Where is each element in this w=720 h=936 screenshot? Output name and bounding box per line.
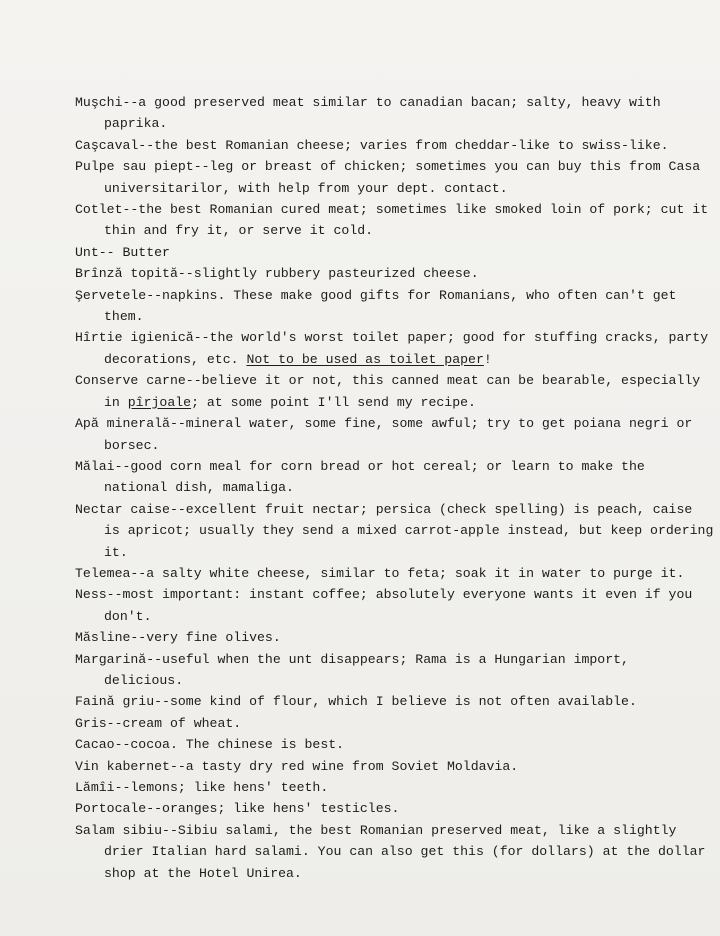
glossary-entry: Măsline--very fine olives.	[75, 630, 281, 646]
glossary-entry: Caşcaval--the best Romanian cheese; varies from cheddar-like to swiss-like.	[75, 137, 669, 153]
glossary-entry: Brînză topită--slightly rubbery pasteurized cheese.	[75, 266, 479, 282]
glossary-entry	[75, 370, 715, 413]
glossary-entry: Unt-- Butter	[75, 244, 170, 260]
entry-text: ; at some point I'll send my recipe.	[191, 394, 476, 410]
glossary-entry: Pulpe sau piept--leg or breast of chicken; sometimes you can buy this from Casa universitarilor, with help from your dept. contact.	[75, 159, 701, 196]
glossary-entry: Muşchi--a good preserved meat similar to canadian bacan; salty, heavy with paprika.	[75, 95, 661, 132]
glossary-entry: Cotlet--the best Romanian cured meat; sometimes like smoked loin of pork; cut it thin and fry it, or serve it cold.	[75, 202, 709, 239]
underlined-text: pîrjoale	[127, 394, 192, 410]
glossary-entry: Mălai--good corn meal for corn bread or hot cereal; or learn to make the national dish, mamaliga.	[75, 458, 645, 496]
entry-text: Hîrtie igienică--the world's worst toilet paper; good for stuffing cracks, party decorations, etc.	[75, 330, 709, 367]
glossary-entry: Fainǎ griu--some kind of flour, which I believe is not often available.	[75, 694, 637, 710]
glossary-entry: Apă minerală--mineral water, some fine, some awful; try to get poiana negri or borsec.	[75, 416, 693, 453]
entry-text: !	[483, 351, 492, 367]
glossary-entry	[75, 327, 715, 370]
glossary-entry: Margarină--useful when the unt disappears; Rama is a Hungarian import, delicious.	[75, 651, 629, 688]
glossary-entry: Cacao--cocoa. The chinese is best.	[75, 737, 345, 753]
glossary-entry: Lămîi--lemons; like hens' teeth.	[75, 780, 329, 795]
glossary-entry: Gris--cream of wheat.	[75, 715, 242, 731]
glossary-entry: Telemea--a salty white cheese, similar to feta; soak it in water to purge it.	[75, 565, 685, 581]
glossary-entry: Salam sibiu--Sibiu salami, the best Romanian preserved meat, like a slightly drier Italian hard salami. You can also get this (for dollars) at the dollar shop at the Hotel Unirea.	[75, 822, 706, 881]
glossary-entry: Nectar caise--excellent fruit nectar; persica (check spelling) is peach, caise is apricot; usually they send a mixed carrot-apple instead, but keep ordering it.	[75, 501, 714, 560]
glossary-entry: Portocale--oranges; like hens' testicles.	[75, 801, 400, 817]
glossary-entry: Şervetele--napkins. These make good gifts for Romanians, who often can't get them.	[75, 287, 677, 325]
glossary-entry: Vin kabernet--a tasty dry red wine from Soviet Moldavia.	[75, 758, 519, 774]
document-body	[75, 92, 715, 884]
entry-text: Conserve carne--believe it or not, this canned meat can be bearable, especially in	[75, 373, 701, 410]
glossary-entry: Ness--most important: instant coffee; absolutely everyone wants it even if you don't.	[75, 587, 693, 624]
underlined-text: Not to be used as toilet paper	[246, 351, 484, 367]
